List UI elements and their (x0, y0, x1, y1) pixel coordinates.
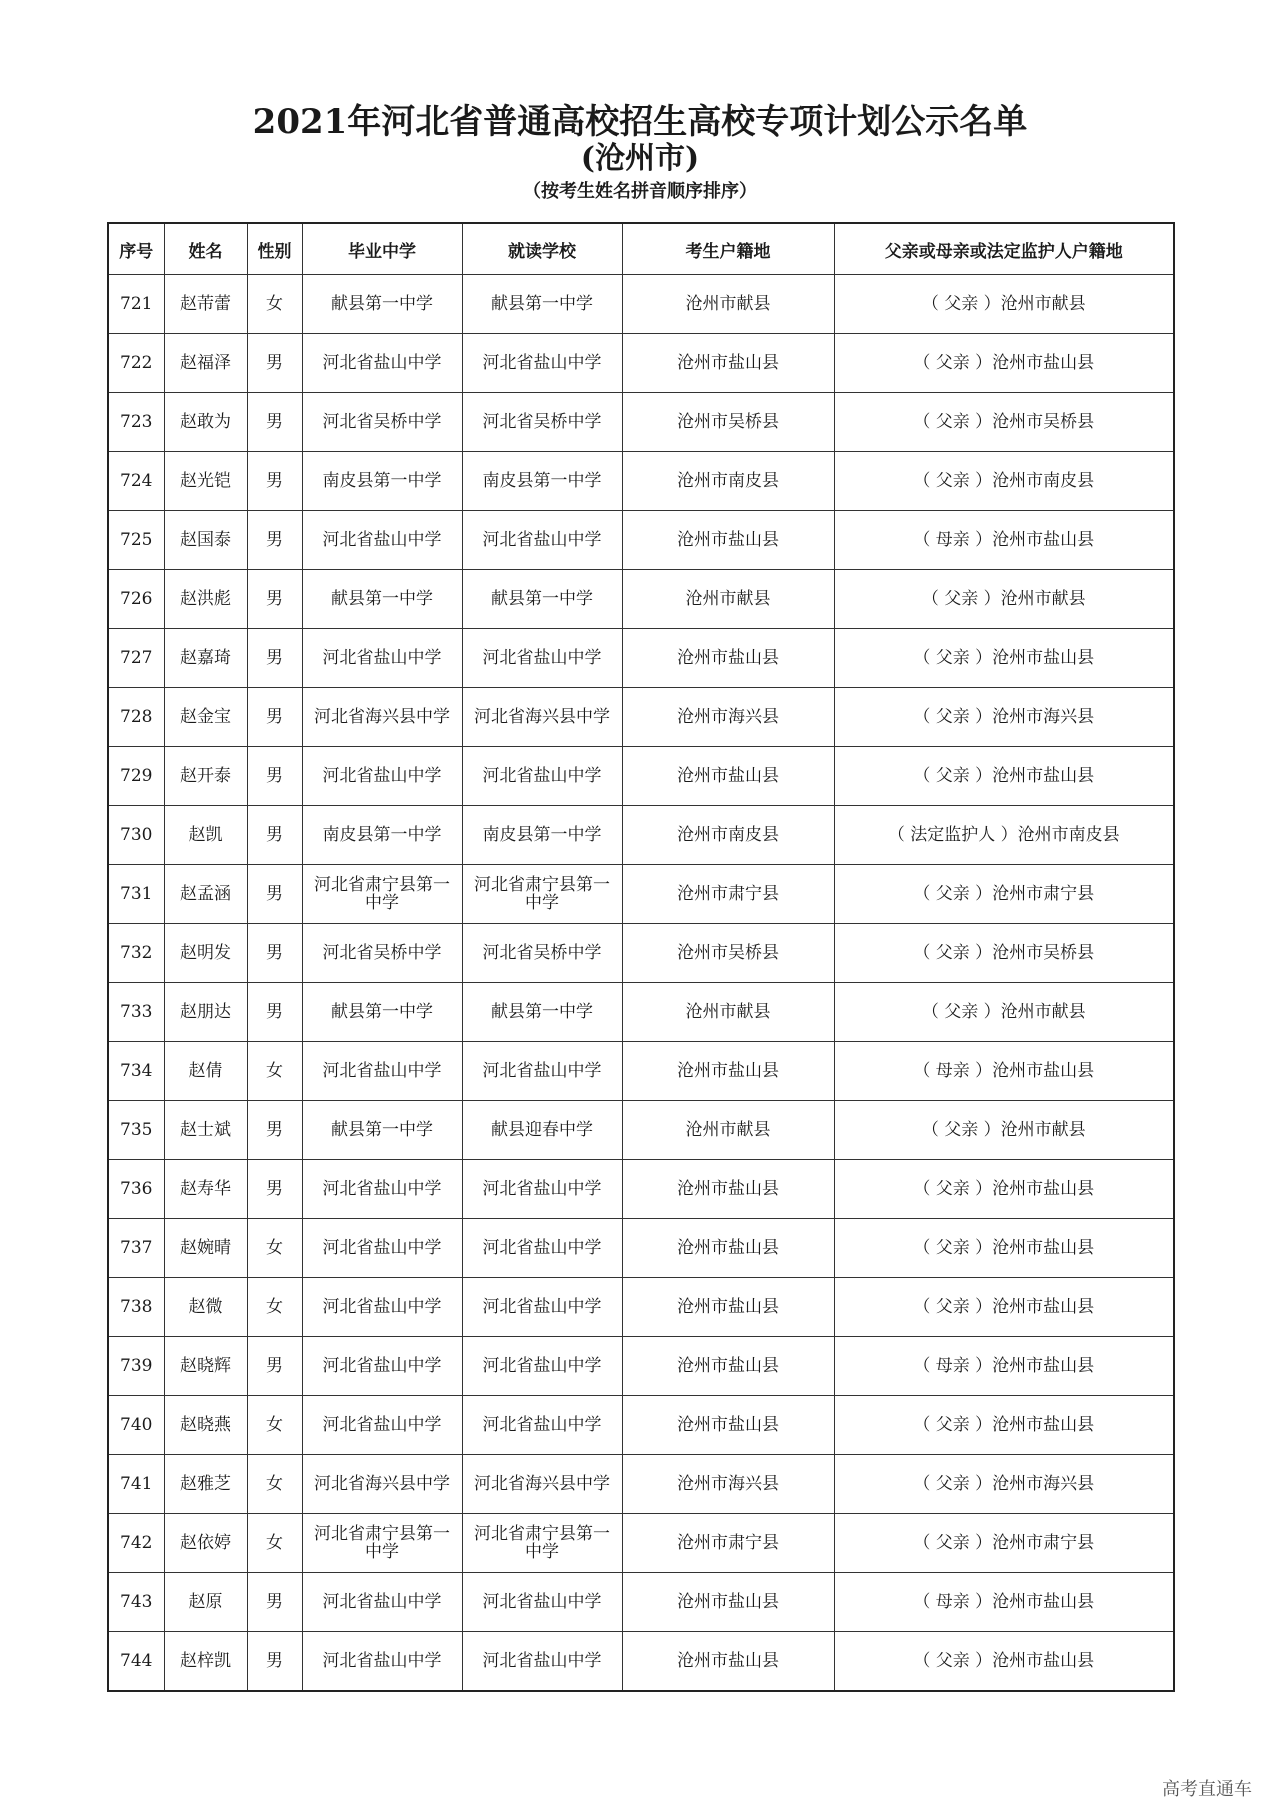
cell-student-residence: 沧州市献县 (622, 983, 834, 1042)
column-header-gender: 性别 (247, 223, 302, 275)
table-row (108, 393, 1174, 452)
cell-guardian-residence: （ 父亲 ）沧州市盐山县 (834, 629, 1174, 688)
cell-name: 赵士斌 (164, 1101, 247, 1160)
cell-guardian-residence: （ 父亲 ）沧州市肃宁县 (834, 865, 1174, 924)
cell-name: 赵婉晴 (164, 1219, 247, 1278)
cell-guardian-residence: （ 父亲 ）沧州市盐山县 (834, 334, 1174, 393)
cell-guardian-residence: （ 父亲 ）沧州市献县 (834, 275, 1174, 334)
cell-gender: 女 (247, 275, 302, 334)
cell-current-school: 献县第一中学 (462, 275, 622, 334)
cell-current-school: 河北省盐山中学 (462, 1632, 622, 1692)
cell-gender: 男 (247, 1632, 302, 1692)
cell-index: 723 (108, 393, 164, 452)
cell-name: 赵依婷 (164, 1514, 247, 1573)
cell-current-school: 献县第一中学 (462, 983, 622, 1042)
cell-graduation-school: 河北省吴桥中学 (302, 393, 462, 452)
cell-graduation-school: 河北省海兴县中学 (302, 688, 462, 747)
cell-index: 730 (108, 806, 164, 865)
cell-student-residence: 沧州市献县 (622, 570, 834, 629)
cell-gender: 男 (247, 334, 302, 393)
cell-current-school: 河北省盐山中学 (462, 747, 622, 806)
cell-guardian-residence: （ 父亲 ）沧州市肃宁县 (834, 1514, 1174, 1573)
cell-index: 742 (108, 1514, 164, 1573)
cell-current-school: 河北省盐山中学 (462, 1160, 622, 1219)
cell-graduation-school: 河北省盐山中学 (302, 511, 462, 570)
cell-gender: 男 (247, 1337, 302, 1396)
cell-student-residence: 沧州市盐山县 (622, 1278, 834, 1337)
cell-guardian-residence: （ 母亲 ）沧州市盐山县 (834, 1042, 1174, 1101)
cell-name: 赵微 (164, 1278, 247, 1337)
cell-guardian-residence: （ 父亲 ）沧州市盐山县 (834, 1278, 1174, 1337)
cell-gender: 男 (247, 983, 302, 1042)
cell-guardian-residence: （ 父亲 ）沧州市献县 (834, 570, 1174, 629)
cell-index: 736 (108, 1160, 164, 1219)
cell-student-residence: 沧州市海兴县 (622, 1455, 834, 1514)
cell-index: 733 (108, 983, 164, 1042)
cell-gender: 女 (247, 1396, 302, 1455)
cell-current-school: 河北省肃宁县第一中学 (462, 865, 622, 924)
cell-student-residence: 沧州市盐山县 (622, 334, 834, 393)
cell-guardian-residence: （ 父亲 ）沧州市吴桥县 (834, 924, 1174, 983)
cell-gender: 男 (247, 629, 302, 688)
cell-current-school: 河北省盐山中学 (462, 1337, 622, 1396)
cell-graduation-school: 河北省盐山中学 (302, 1042, 462, 1101)
cell-index: 731 (108, 865, 164, 924)
cell-student-residence: 沧州市肃宁县 (622, 1514, 834, 1573)
cell-current-school: 河北省盐山中学 (462, 1278, 622, 1337)
column-header-index: 序号 (108, 223, 164, 275)
cell-index: 734 (108, 1042, 164, 1101)
cell-graduation-school: 河北省盐山中学 (302, 1396, 462, 1455)
cell-current-school: 河北省海兴县中学 (462, 1455, 622, 1514)
cell-graduation-school: 河北省盐山中学 (302, 1573, 462, 1632)
cell-index: 725 (108, 511, 164, 570)
cell-gender: 男 (247, 1573, 302, 1632)
cell-graduation-school: 河北省盐山中学 (302, 1337, 462, 1396)
cell-student-residence: 沧州市献县 (622, 275, 834, 334)
cell-current-school: 河北省海兴县中学 (462, 688, 622, 747)
cell-guardian-residence: （ 母亲 ）沧州市盐山县 (834, 1573, 1174, 1632)
table-row (108, 1160, 1174, 1219)
cell-guardian-residence: （ 父亲 ）沧州市盐山县 (834, 1160, 1174, 1219)
table-header-row (108, 223, 1174, 275)
cell-guardian-residence: （ 父亲 ）沧州市盐山县 (834, 1632, 1174, 1692)
cell-graduation-school: 献县第一中学 (302, 983, 462, 1042)
table-body (108, 275, 1174, 1692)
table-row (108, 511, 1174, 570)
cell-name: 赵芾蕾 (164, 275, 247, 334)
cell-guardian-residence: （ 父亲 ）沧州市海兴县 (834, 1455, 1174, 1514)
cell-index: 726 (108, 570, 164, 629)
cell-name: 赵凯 (164, 806, 247, 865)
column-header-name: 姓名 (164, 223, 247, 275)
cell-index: 737 (108, 1219, 164, 1278)
cell-name: 赵晓辉 (164, 1337, 247, 1396)
cell-name: 赵敢为 (164, 393, 247, 452)
table-row (108, 1514, 1174, 1573)
watermark-logo-text: 高考直通车 (1162, 1779, 1252, 1800)
cell-name: 赵开泰 (164, 747, 247, 806)
cell-name: 赵梓凯 (164, 1632, 247, 1692)
cell-student-residence: 沧州市盐山县 (622, 1160, 834, 1219)
table-row (108, 1101, 1174, 1160)
cell-current-school: 河北省盐山中学 (462, 1573, 622, 1632)
table-row (108, 983, 1174, 1042)
cell-student-residence: 沧州市盐山县 (622, 1219, 834, 1278)
cell-student-residence: 沧州市吴桥县 (622, 393, 834, 452)
cell-student-residence: 沧州市盐山县 (622, 511, 834, 570)
cell-gender: 男 (247, 924, 302, 983)
cell-index: 744 (108, 1632, 164, 1692)
cell-graduation-school: 南皮县第一中学 (302, 806, 462, 865)
cell-name: 赵朋达 (164, 983, 247, 1042)
cell-current-school: 河北省盐山中学 (462, 1219, 622, 1278)
table-row (108, 629, 1174, 688)
cell-graduation-school: 河北省盐山中学 (302, 1219, 462, 1278)
table-row (108, 865, 1174, 924)
cell-guardian-residence: （ 父亲 ）沧州市吴桥县 (834, 393, 1174, 452)
cell-student-residence: 沧州市吴桥县 (622, 924, 834, 983)
cell-index: 735 (108, 1101, 164, 1160)
cell-name: 赵孟涵 (164, 865, 247, 924)
cell-graduation-school: 献县第一中学 (302, 1101, 462, 1160)
cell-current-school: 南皮县第一中学 (462, 452, 622, 511)
cell-student-residence: 沧州市盐山县 (622, 1337, 834, 1396)
cell-student-residence: 沧州市盐山县 (622, 1042, 834, 1101)
cell-current-school: 河北省吴桥中学 (462, 924, 622, 983)
table-row (108, 452, 1174, 511)
cell-index: 724 (108, 452, 164, 511)
cell-graduation-school: 河北省盐山中学 (302, 747, 462, 806)
table-row (108, 1632, 1174, 1692)
cell-current-school: 河北省盐山中学 (462, 1396, 622, 1455)
cell-guardian-residence: （ 父亲 ）沧州市盐山县 (834, 1219, 1174, 1278)
cell-student-residence: 沧州市盐山县 (622, 1573, 834, 1632)
cell-name: 赵嘉琦 (164, 629, 247, 688)
cell-guardian-residence: （ 母亲 ）沧州市盐山县 (834, 1337, 1174, 1396)
cell-gender: 男 (247, 570, 302, 629)
cell-graduation-school: 河北省盐山中学 (302, 629, 462, 688)
cell-gender: 男 (247, 1101, 302, 1160)
cell-gender: 女 (247, 1455, 302, 1514)
cell-student-residence: 沧州市盐山县 (622, 747, 834, 806)
cell-guardian-residence: （ 母亲 ）沧州市盐山县 (834, 511, 1174, 570)
cell-index: 721 (108, 275, 164, 334)
admission-list-table (107, 222, 1175, 1692)
table-row (108, 334, 1174, 393)
cell-graduation-school: 河北省吴桥中学 (302, 924, 462, 983)
document-title: 2021年河北省普通高校招生高校专项计划公示名单 (252, 102, 1028, 142)
document-subtitle: (沧州市) (580, 141, 700, 176)
column-header-current-school: 就读学校 (462, 223, 622, 275)
column-header-graduation-school: 毕业中学 (302, 223, 462, 275)
cell-gender: 男 (247, 452, 302, 511)
cell-guardian-residence: （ 法定监护人 ）沧州市南皮县 (834, 806, 1174, 865)
cell-graduation-school: 河北省盐山中学 (302, 1278, 462, 1337)
table-row (108, 688, 1174, 747)
table-row (108, 924, 1174, 983)
cell-index: 728 (108, 688, 164, 747)
table-row (108, 1042, 1174, 1101)
cell-index: 743 (108, 1573, 164, 1632)
cell-gender: 女 (247, 1278, 302, 1337)
cell-student-residence: 沧州市盐山县 (622, 1632, 834, 1692)
cell-gender: 女 (247, 1219, 302, 1278)
cell-graduation-school: 河北省肃宁县第一中学 (302, 865, 462, 924)
table-row (108, 747, 1174, 806)
cell-name: 赵原 (164, 1573, 247, 1632)
cell-current-school: 献县第一中学 (462, 570, 622, 629)
cell-current-school: 河北省盐山中学 (462, 1042, 622, 1101)
cell-name: 赵金宝 (164, 688, 247, 747)
cell-graduation-school: 河北省肃宁县第一中学 (302, 1514, 462, 1573)
cell-gender: 男 (247, 806, 302, 865)
cell-graduation-school: 河北省盐山中学 (302, 1160, 462, 1219)
cell-graduation-school: 献县第一中学 (302, 570, 462, 629)
cell-index: 727 (108, 629, 164, 688)
cell-gender: 男 (247, 747, 302, 806)
table-row (108, 1219, 1174, 1278)
cell-name: 赵洪彪 (164, 570, 247, 629)
sort-note: （按考生姓名拼音顺序排序） (523, 181, 757, 202)
cell-student-residence: 沧州市南皮县 (622, 806, 834, 865)
cell-gender: 男 (247, 393, 302, 452)
cell-index: 738 (108, 1278, 164, 1337)
table-row (108, 570, 1174, 629)
column-header-guardian-residence: 父亲或母亲或法定监护人户籍地 (834, 223, 1174, 275)
cell-name: 赵明发 (164, 924, 247, 983)
cell-name: 赵倩 (164, 1042, 247, 1101)
cell-index: 722 (108, 334, 164, 393)
cell-guardian-residence: （ 父亲 ）沧州市献县 (834, 1101, 1174, 1160)
cell-graduation-school: 河北省海兴县中学 (302, 1455, 462, 1514)
cell-gender: 男 (247, 1160, 302, 1219)
cell-name: 赵福泽 (164, 334, 247, 393)
cell-name: 赵晓燕 (164, 1396, 247, 1455)
cell-gender: 男 (247, 511, 302, 570)
cell-index: 739 (108, 1337, 164, 1396)
cell-student-residence: 沧州市盐山县 (622, 629, 834, 688)
cell-guardian-residence: （ 父亲 ）沧州市南皮县 (834, 452, 1174, 511)
cell-guardian-residence: （ 父亲 ）沧州市盐山县 (834, 1396, 1174, 1455)
cell-name: 赵寿华 (164, 1160, 247, 1219)
cell-graduation-school: 南皮县第一中学 (302, 452, 462, 511)
cell-current-school: 河北省肃宁县第一中学 (462, 1514, 622, 1573)
cell-current-school: 河北省盐山中学 (462, 334, 622, 393)
table-row (108, 806, 1174, 865)
cell-guardian-residence: （ 父亲 ）沧州市海兴县 (834, 688, 1174, 747)
cell-graduation-school: 河北省盐山中学 (302, 334, 462, 393)
table-row (108, 1278, 1174, 1337)
cell-gender: 女 (247, 1042, 302, 1101)
cell-current-school: 河北省吴桥中学 (462, 393, 622, 452)
cell-gender: 男 (247, 865, 302, 924)
column-header-student-residence: 考生户籍地 (622, 223, 834, 275)
cell-guardian-residence: （ 父亲 ）沧州市盐山县 (834, 747, 1174, 806)
cell-student-residence: 沧州市肃宁县 (622, 865, 834, 924)
cell-current-school: 南皮县第一中学 (462, 806, 622, 865)
cell-name: 赵雅芝 (164, 1455, 247, 1514)
cell-student-residence: 沧州市海兴县 (622, 688, 834, 747)
cell-index: 732 (108, 924, 164, 983)
cell-graduation-school: 河北省盐山中学 (302, 1632, 462, 1692)
table-row (108, 1455, 1174, 1514)
cell-student-residence: 沧州市南皮县 (622, 452, 834, 511)
cell-index: 741 (108, 1455, 164, 1514)
cell-name: 赵国泰 (164, 511, 247, 570)
cell-current-school: 献县迎春中学 (462, 1101, 622, 1160)
cell-student-residence: 沧州市献县 (622, 1101, 834, 1160)
table-row (108, 275, 1174, 334)
cell-current-school: 河北省盐山中学 (462, 629, 622, 688)
cell-graduation-school: 献县第一中学 (302, 275, 462, 334)
cell-index: 729 (108, 747, 164, 806)
table-row (108, 1396, 1174, 1455)
table-row (108, 1573, 1174, 1632)
cell-gender: 女 (247, 1514, 302, 1573)
cell-name: 赵光铠 (164, 452, 247, 511)
cell-guardian-residence: （ 父亲 ）沧州市献县 (834, 983, 1174, 1042)
table-row (108, 1337, 1174, 1396)
cell-current-school: 河北省盐山中学 (462, 511, 622, 570)
cell-gender: 男 (247, 688, 302, 747)
cell-index: 740 (108, 1396, 164, 1455)
cell-student-residence: 沧州市盐山县 (622, 1396, 834, 1455)
